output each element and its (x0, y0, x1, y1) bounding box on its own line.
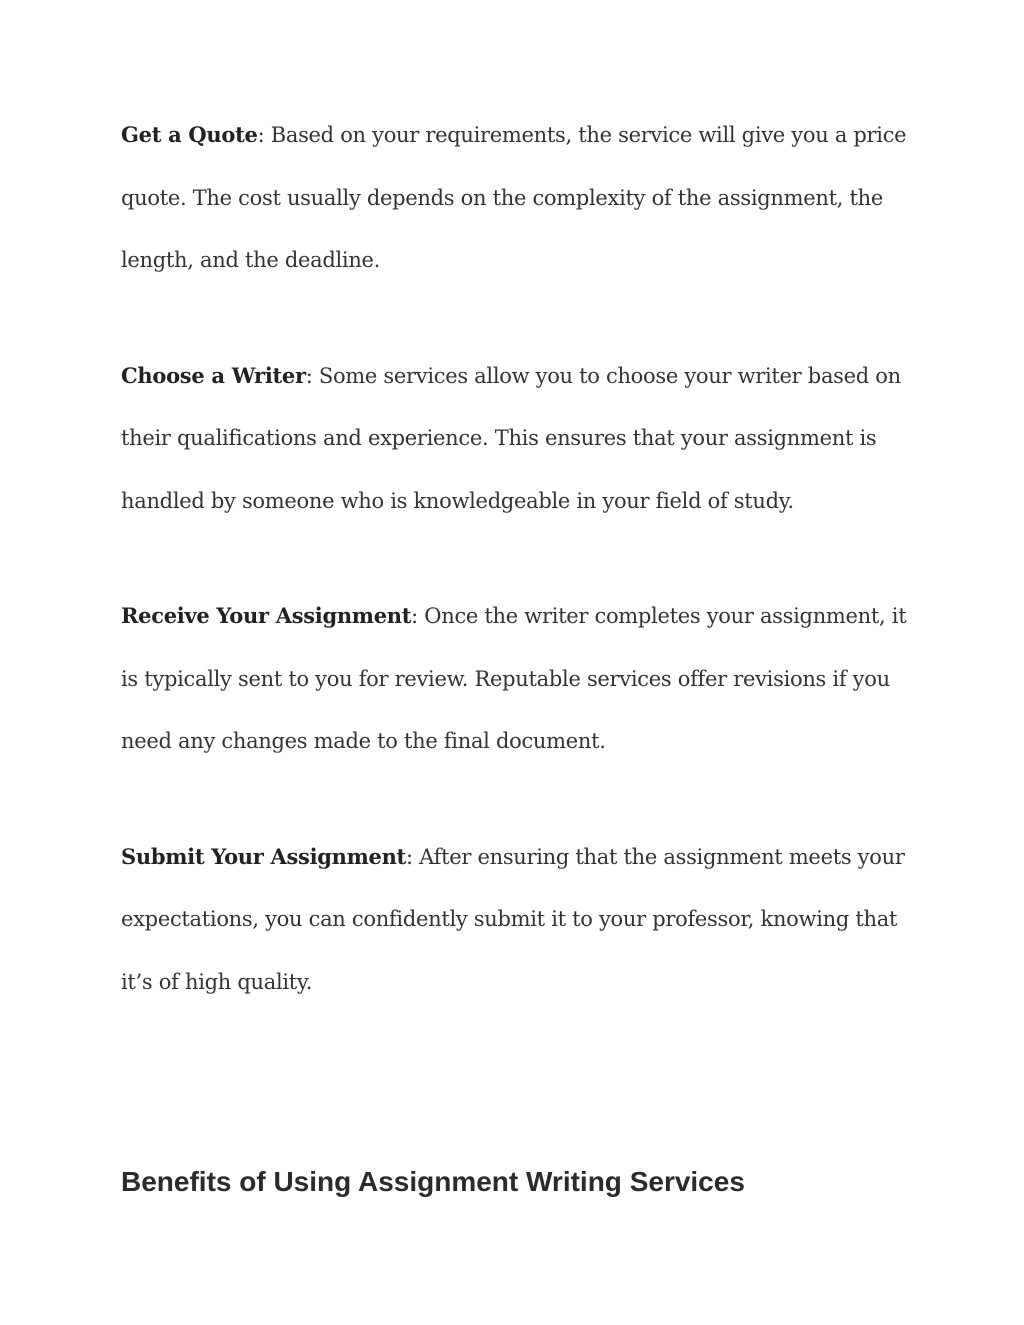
step-description: : Once the writer completes your assignment, it is typically sent to you for review. Reputable services offer revisions if you need any changes made to the final document. (121, 604, 907, 753)
step-term: Get a Quote (121, 122, 258, 147)
step-paragraph-submit-assignment (121, 826, 911, 1014)
step-term: Choose a Writer (121, 362, 306, 388)
document-body (121, 104, 911, 1066)
section-heading: Benefits of Using Assignment Writing Services (121, 1166, 745, 1197)
step-paragraph-choose-writer (121, 345, 911, 533)
step-description: : Based on your requirements, the service will give you a price quote. The cost usually depends on the complexity of the assignment, the length, and the deadline. (121, 123, 907, 272)
step-term: Receive Your Assignment (121, 603, 412, 628)
step-paragraph-get-quote (121, 104, 911, 292)
step-paragraph-receive-assignment (121, 585, 911, 773)
step-description: : After ensuring that the assignment meets your expectations, you can confidently submit it to your professor, knowing that it’s of high quality. (121, 844, 905, 994)
step-description: : Some services allow you to choose your writer based on their qualifications and experience. This ensures that your assignment is handled by someone who is knowledgeable in your field of study. (121, 363, 901, 513)
step-term: Submit Your Assignment (121, 843, 406, 869)
